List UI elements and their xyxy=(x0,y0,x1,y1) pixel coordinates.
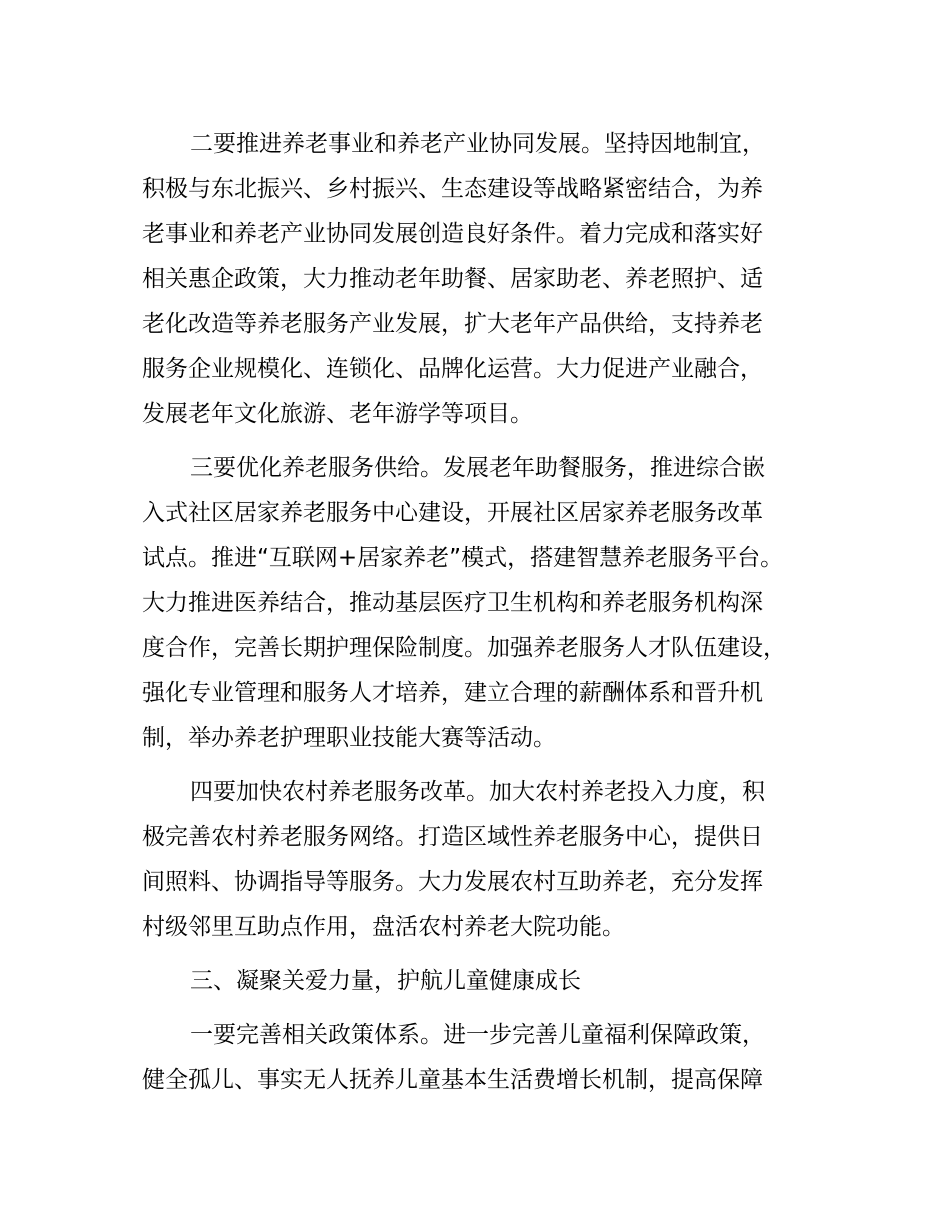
paragraph-gap xyxy=(142,761,832,770)
paragraph-gap xyxy=(142,437,832,446)
text-line: 服务企业规模化、连锁化、品牌化运营。大力促进产业融合， xyxy=(142,356,763,382)
section-heading-text: 三、凝聚关爱力量，护航儿童健康成长 xyxy=(190,968,581,994)
text-line: 一要完善相关政策体系。进一步完善儿童福利保障政策， xyxy=(190,1022,765,1048)
section-heading-children xyxy=(142,959,832,1004)
paragraph-elderly-industry xyxy=(142,122,832,437)
text-line: 村级邻里互助点作用，盘活农村养老大院功能。 xyxy=(142,914,625,940)
text-line: 试点。推进“互联网+居家养老”模式，搭建智慧养老服务平台。 xyxy=(142,545,784,571)
text-line: 入式社区居家养老服务中心建设，开展社区居家养老服务改革 xyxy=(142,500,763,526)
text-line: 发展老年文化旅游、老年游学等项目。 xyxy=(142,401,533,427)
text-line: 极完善农村养老服务网络。打造区域性养老服务中心，提供日 xyxy=(142,824,763,850)
document-body xyxy=(142,122,832,1103)
text-line: 老事业和养老产业协同发展创造良好条件。着力完成和落实好 xyxy=(142,221,763,247)
text-line: 老化改造等养老服务产业发展，扩大老年产品供给，支持养老 xyxy=(142,311,763,337)
paragraph-child-policy xyxy=(142,1013,832,1103)
text-line: 度合作，完善长期护理保险制度。加强养老服务人才队伍建设， xyxy=(142,635,786,661)
text-line: 制，举办养老护理职业技能大赛等活动。 xyxy=(142,725,556,751)
text-line: 强化专业管理和服务人才培养，建立合理的薪酬体系和晋升机 xyxy=(142,680,763,706)
text-line: 相关惠企政策，大力推动老年助餐、居家助老、养老照护、适 xyxy=(142,266,763,292)
text-line: 三要优化养老服务供给。发展老年助餐服务，推进综合嵌 xyxy=(190,455,765,481)
text-line: 健全孤儿、事实无人抚养儿童基本生活费增长机制，提高保障 xyxy=(142,1067,763,1093)
text-line: 间照料、协调指导等服务。大力发展农村互助养老，充分发挥 xyxy=(142,869,763,895)
text-line: 四要加快农村养老服务改革。加大农村养老投入力度，积 xyxy=(190,779,765,805)
text-line: 二要推进养老事业和养老产业协同发展。坚持因地制宜， xyxy=(190,131,765,157)
paragraph-gap xyxy=(142,1004,832,1013)
text-line: 积极与东北振兴、乡村振兴、生态建设等战略紧密结合，为养 xyxy=(142,176,763,202)
text-line: 大力推进医养结合，推动基层医疗卫生机构和养老服务机构深 xyxy=(142,590,763,616)
paragraph-gap xyxy=(142,950,832,959)
paragraph-elderly-services xyxy=(142,446,832,761)
paragraph-rural-reform xyxy=(142,770,832,950)
